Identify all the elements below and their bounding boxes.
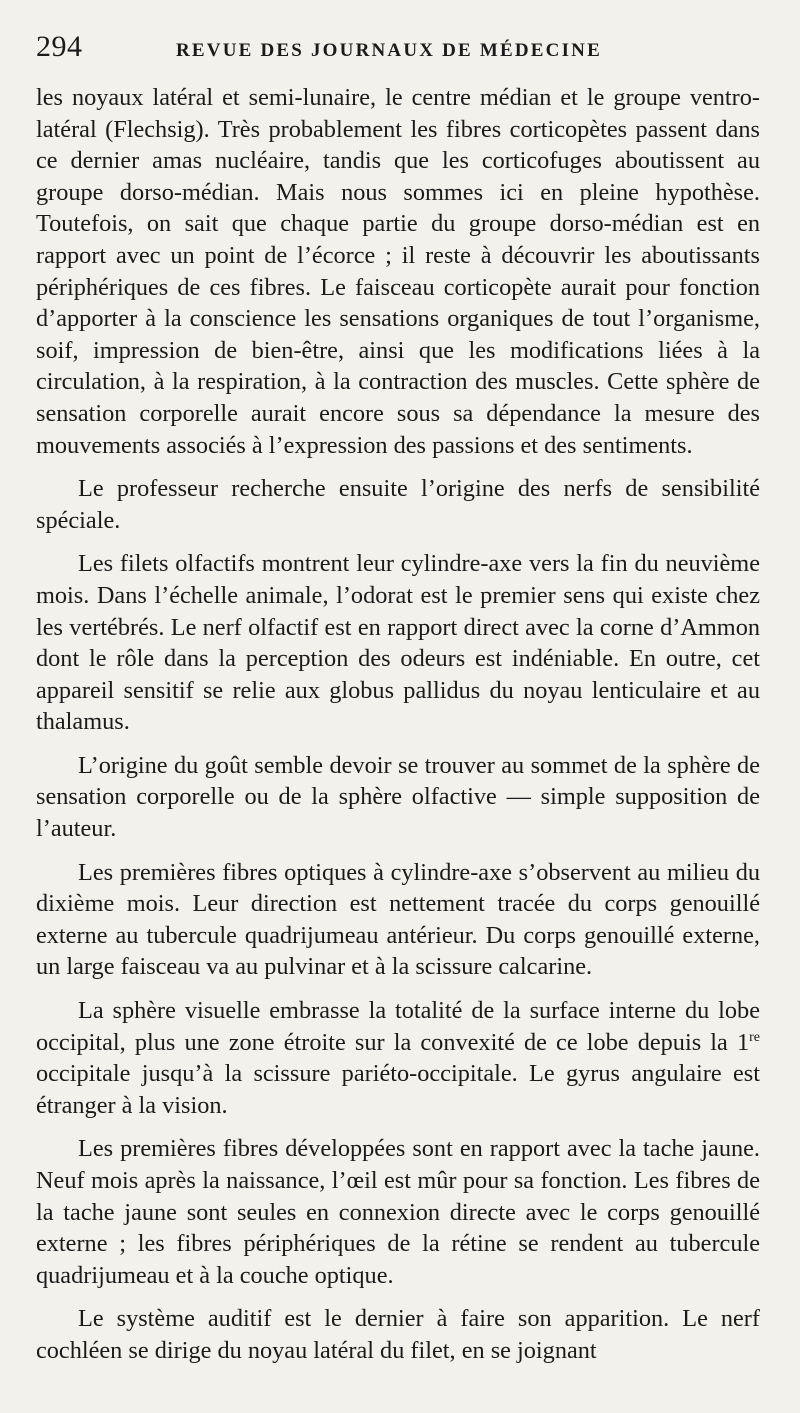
paragraph-text: occipitale jusqu’à la scissure pariéto-occipitale. Le gyrus angulaire est étranger à la vision. xyxy=(36,1060,760,1119)
paragraph: Les filets olfactifs montrent leur cylindre-axe vers la fin du neuvième mois. Dans l’échelle animale, l’odorat est le premier sens qui existe chez les vertébrés. Le nerf olfactif est en rapport direct avec la corne d’Ammon dont le rôle dans la perception des odeurs est indéniable. En outre, cet appareil sensitif se relie aux globus pallidus du noyau lenticulaire et au thalamus. xyxy=(36,550,760,736)
body-text xyxy=(36,82,760,1367)
paragraph: Les premières fibres développées sont en rapport avec la tache jaune. Neuf mois après la naissance, l’œil est mûr pour sa fonction. Les fibres de la tache jaune sont seules en connexion directe avec le corps genouillé externe ; les fibres périphériques de la rétine se rendent au tubercule quadrijumeau et à la couche optique. xyxy=(36,1135,760,1289)
paragraph-text: La sphère visuelle embrasse la totalité de la surface interne du lobe occipital, plus une zone étroite sur la convexité de ce lobe depuis la 1 xyxy=(36,997,760,1056)
ordinal-superscript: re xyxy=(749,1029,760,1045)
page-header xyxy=(36,30,760,82)
running-head: REVUE DES JOURNAUX DE MÉDECINE xyxy=(176,40,602,61)
paragraph: Les premières fibres optiques à cylindre-axe s’observent au milieu du dixième mois. Leur direction est nettement tracée du corps genouillé externe au tubercule quadrijumeau antérieur. Du corps genouillé externe, un large faisceau va au pulvinar et à la scissure calcarine. xyxy=(36,858,760,981)
paragraph: les noyaux latéral et semi-lunaire, le centre médian et le groupe ventro-latéral (Flechsig). Très probablement les fibres corticopètes passent dans ce dernier amas nucléaire, tandis que les corticofuges aboutissent au groupe dorso-médian. Mais nous sommes ici en pleine hypothèse. Toutefois, on sait que chaque partie du groupe dorso-médian est en rapport avec un point de l’écorce ; il reste à découvrir les aboutissants périphériques de ces fibres. Le faisceau corticopète aurait pour fonction d’apporter à la conscience les sensations organiques de tout l’organisme, soif, impression de bien-être, ainsi que les modifications liées à la circulation, à la respiration, à la contraction des muscles. Cette sphère de sensation corporelle aurait encore sous sa dépendance la mesure des mouvements associés à l’expression des passions et des sentiments. xyxy=(36,84,760,459)
paragraph: Le système auditif est le dernier à faire son apparition. Le nerf cochléen se dirige du noyau latéral du filet, en se joignant xyxy=(36,1305,760,1364)
paragraph-visual-sphere xyxy=(36,995,760,1121)
paragraph: Le professeur recherche ensuite l’origine des nerfs de sensibilité spéciale. xyxy=(36,475,760,534)
page-number: 294 xyxy=(36,30,83,63)
paragraph: L’origine du goût semble devoir se trouver au sommet de la sphère de sensation corporelle ou de la sphère olfactive — simple supposition de l’auteur. xyxy=(36,751,760,843)
